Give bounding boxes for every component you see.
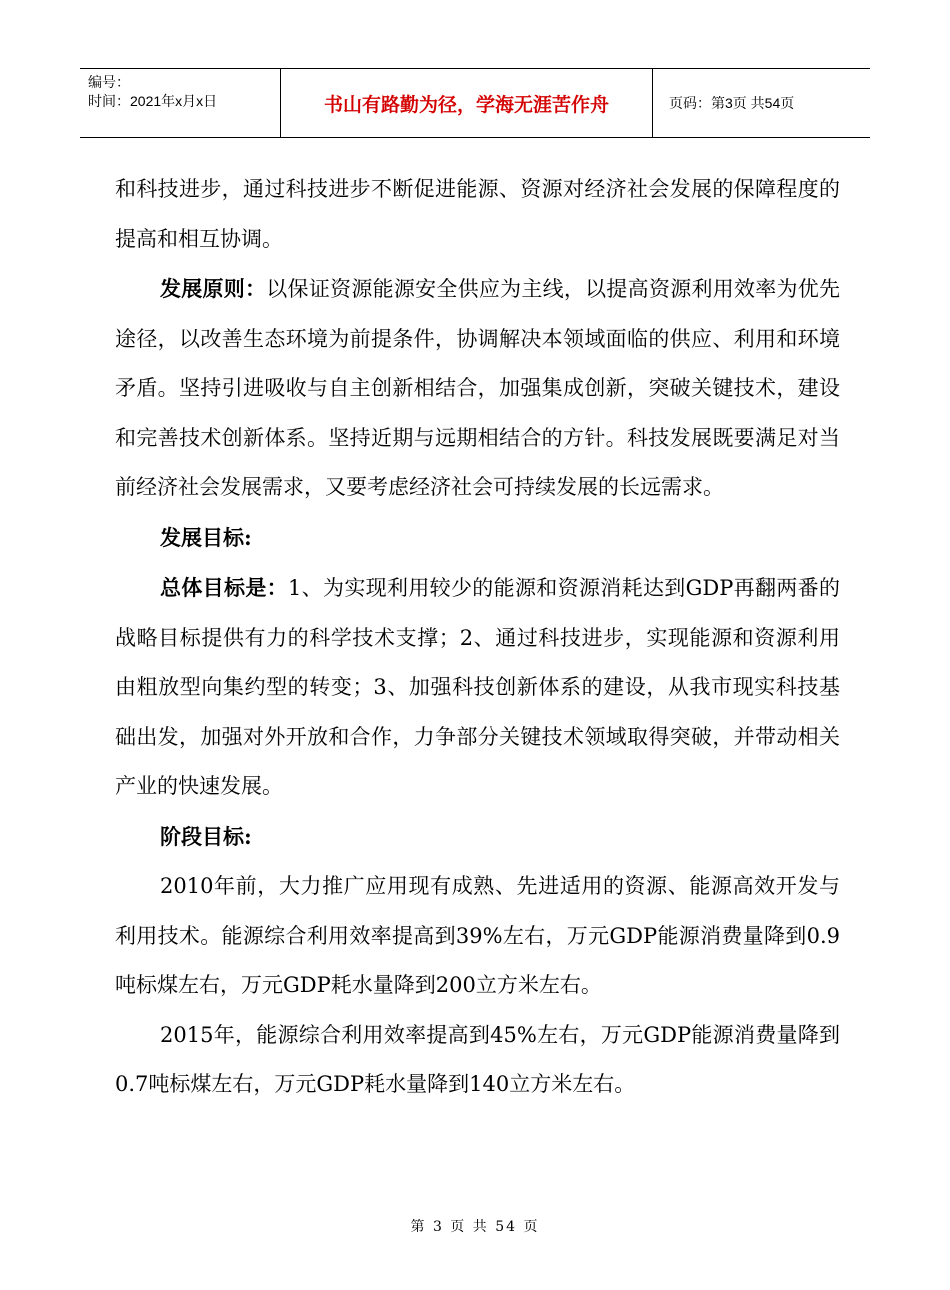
paragraph	[115, 812, 840, 863]
paragraph-heading: 发展目标:	[160, 524, 252, 550]
paragraph-heading: 阶段目标:	[160, 823, 252, 849]
paragraph	[115, 563, 840, 812]
paragraph	[115, 1011, 840, 1110]
header-motto: 书山有路勤为径，学海无涯苦作舟	[281, 69, 653, 137]
paragraph-text: 2015年，能源综合利用效率提高到45%左右，万元GDP能源消费量降到0.7吨标煤左右，万元GDP耗水量降到140立方米左右。	[115, 1022, 840, 1096]
paragraph-heading: 总体目标是：	[160, 575, 288, 600]
time-label: 时间：2021年x月x日	[88, 93, 218, 109]
paragraph	[115, 264, 840, 513]
serial-label: 编号：	[88, 74, 130, 90]
document-body	[115, 165, 840, 1110]
header-info-cell	[80, 69, 281, 137]
paragraph-text: 2010年前，大力推广应用现有成熟、先进适用的资源、能源高效开发与利用技术。能源综合利用效率提高到39%左右，万元GDP能源消费量降到0.9吨标煤左右，万元GDP耗水量降到200立方米左右。	[115, 874, 840, 997]
page-number-label: 页码：第3页 共54页	[669, 95, 795, 111]
paragraph-text: 以保证资源能源安全供应为主线，以提高资源利用效率为优先途径，以改善生态环境为前提条件，协调解决本领域面临的供应、利用和环境矛盾。坚持引进吸收与自主创新相结合，加强集成创新，突破关键技术，建设和完善技术创新体系。坚持近期与远期相结合的方针。科技发展既要满足对当前经济社会发展需求，又要考虑经济社会可持续发展的长远需求。	[115, 277, 841, 499]
paragraph	[115, 862, 840, 1011]
page-header	[80, 68, 870, 138]
paragraph-heading: 发展原则：	[160, 276, 267, 301]
paragraph-text: 1、为实现利用较少的能源和资源消耗达到GDP再翻两番的战略目标提供有力的科学技术支撑；2、通过科技进步，实现能源和资源利用由粗放型向集约型的转变；3、加强科技创新体系的建设，从我市现实科技基础出发，加强对外开放和合作，力争部分关键技术领域取得突破，并带动相关产业的快速发展。	[115, 576, 840, 798]
paragraph-text: 和科技进步，通过科技进步不断促进能源、资源对经济社会发展的保障程度的提高和相互协调。	[115, 177, 840, 251]
paragraph	[115, 513, 840, 564]
page-footer: 第 3 页 共 54 页	[410, 1219, 540, 1235]
paragraph	[115, 165, 840, 264]
header-page-number	[663, 69, 870, 137]
